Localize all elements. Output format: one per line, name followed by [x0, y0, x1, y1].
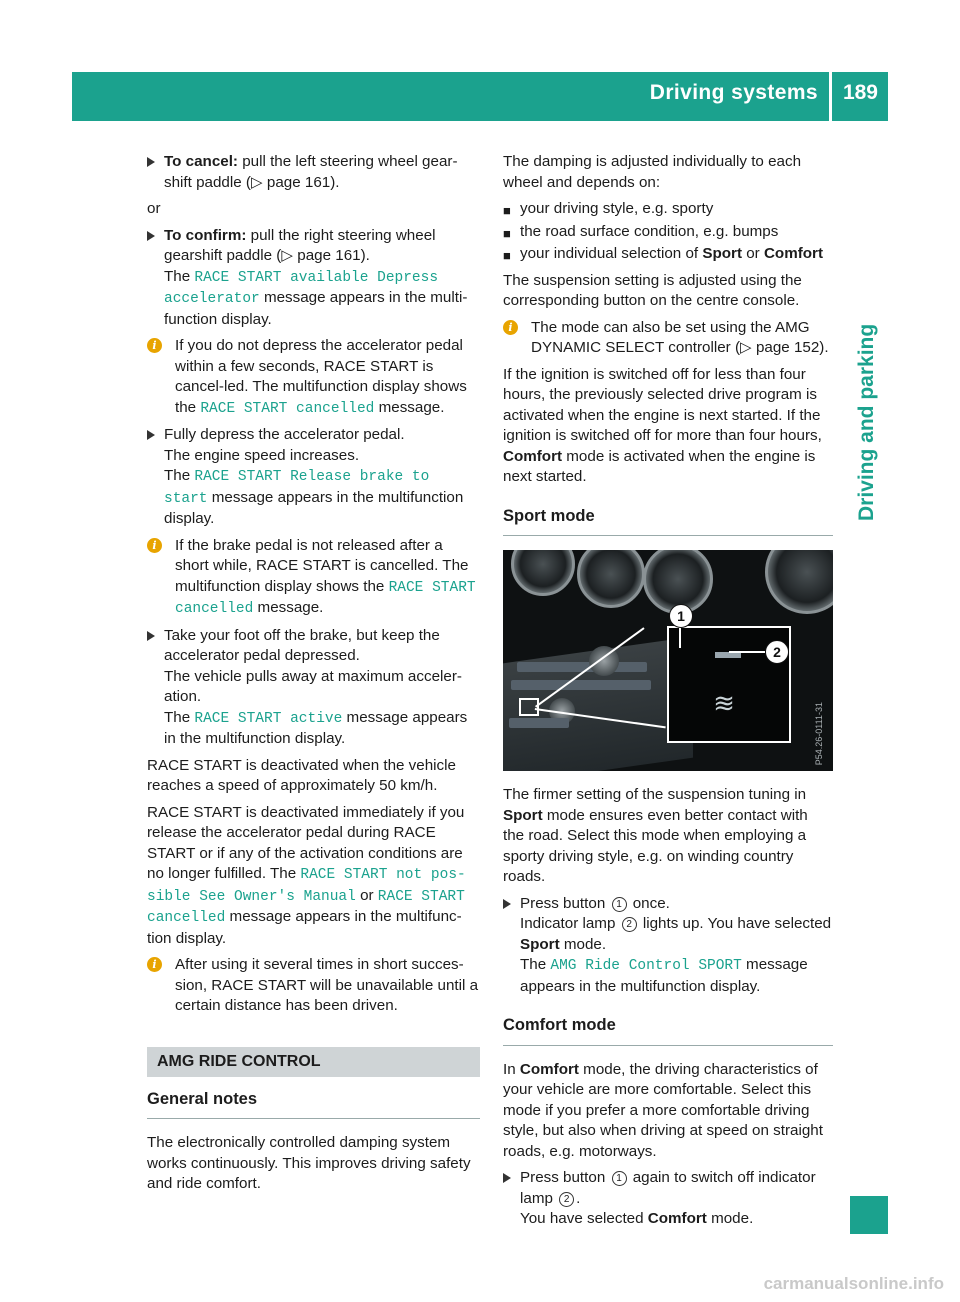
step-press-once — [503, 894, 833, 998]
watermark: carmanualsonline.info — [763, 1273, 944, 1293]
page-ref[interactable]: page 161). — [293, 247, 370, 264]
paragraph — [503, 365, 833, 488]
subheading: Sport mode — [503, 506, 833, 537]
air-vent — [765, 550, 833, 614]
step-text: The — [164, 467, 195, 484]
callout-line — [729, 651, 765, 653]
header-divider — [829, 72, 832, 121]
number-badge: 2 — [559, 1192, 574, 1207]
step-bold: Sport — [520, 935, 560, 953]
display-message: RACE START cancelled — [175, 579, 476, 617]
step-text: mode. — [559, 935, 607, 953]
step-arrow-icon — [147, 631, 155, 641]
paragraph-text: The firmer setting of the suspension tuning in — [503, 786, 807, 803]
bullet-icon: ■ — [503, 225, 511, 241]
display-message: RACE START cancelled — [200, 400, 375, 417]
step-text: lights up. You have selected — [638, 915, 832, 932]
step-text: The vehicle pulls away at maximum acceler-ation. — [164, 667, 462, 705]
page-ref-icon: ▷ — [740, 339, 752, 356]
paragraph-text: message appears in the multifunc-tion display. — [147, 908, 462, 947]
paragraph-bold: Sport — [503, 806, 543, 824]
air-vent — [511, 550, 575, 596]
callout-1: 1 — [669, 604, 693, 628]
info-note — [503, 318, 833, 359]
header-title: Driving systems — [649, 81, 818, 104]
step-bold: To confirm: — [164, 226, 247, 244]
step-press-again — [503, 1168, 833, 1230]
centre-console-photo — [503, 550, 833, 771]
list-item-bold: Sport — [702, 245, 743, 262]
bullet-icon: ■ — [503, 248, 511, 263]
subheading: General notes — [147, 1089, 480, 1120]
number-badge: 1 — [612, 1171, 627, 1186]
side-tab-marker — [850, 1196, 888, 1234]
step-text: mode. — [706, 1210, 754, 1227]
display-message: RACE START Release brake to start — [164, 469, 430, 507]
number-badge: 2 — [622, 917, 637, 932]
side-tab — [850, 121, 888, 521]
info-text: message. — [253, 599, 324, 616]
step-arrow-icon — [503, 899, 511, 909]
step-arrow-icon — [503, 1173, 511, 1183]
info-icon: i — [147, 957, 162, 972]
step-text: The — [164, 267, 195, 285]
header-bar — [72, 72, 888, 121]
step-arrow-icon — [147, 430, 155, 440]
step-text: pull the left steering wheel gear-shift paddle ( — [164, 153, 458, 191]
step-depress — [147, 425, 480, 530]
right-column — [503, 152, 833, 1236]
paragraph-bold: Comfort — [519, 1060, 579, 1078]
paragraph — [147, 803, 480, 950]
bullet-icon: ■ — [503, 203, 511, 218]
or-text: or — [147, 200, 161, 217]
list-item-text: your individual selection of — [520, 245, 703, 262]
info-note — [147, 536, 480, 620]
step-bold: To cancel: — [164, 153, 238, 170]
info-icon: i — [147, 538, 162, 553]
callout-line — [679, 628, 681, 648]
list-item-text: the road surface condition, e.g. bumps — [520, 222, 779, 240]
display-message: RACE START not pos-sible See Owner's Manual — [147, 867, 466, 905]
info-text: If the brake pedal is not released after a short while, RACE START is cancelled. The multifunction display shows the — [175, 536, 469, 595]
step-cancel — [147, 152, 480, 193]
list-item-text: your driving style, e.g. sporty — [520, 200, 714, 217]
step-text: You have selected — [520, 1210, 648, 1227]
page-ref-icon: ▷ — [250, 173, 263, 191]
paragraph-text: In — [503, 1060, 520, 1078]
paragraph-text: or — [355, 886, 378, 904]
paragraph — [503, 785, 833, 888]
info-icon: i — [503, 320, 518, 335]
step-text: The — [164, 708, 195, 726]
air-vent — [577, 550, 645, 608]
paragraph-text: If the ignition is switched off for less than four hours, the previously selected drive program is activated when the engine is next started. If the ignition is switched off for more than four hours, — [503, 365, 822, 444]
info-text: The mode can also be set using the AMG DYNAMIC SELECT controller ( — [531, 318, 810, 356]
list-item — [503, 199, 833, 220]
paragraph: The electronically controlled damping system works continuously. This improves driving safety and ride comfort. — [147, 1134, 471, 1192]
list-item-text: or — [742, 245, 764, 262]
section-title: AMG RIDE CONTROL — [157, 1052, 321, 1070]
number-badge: 1 — [612, 897, 627, 912]
callout-2: 2 — [765, 640, 789, 664]
step-text: . — [576, 1189, 581, 1207]
left-column — [147, 152, 480, 1201]
paragraph: The suspension setting is adjusted using the corresponding button on the centre console. — [503, 271, 802, 309]
step-text: Fully depress the accelerator pedal. — [164, 426, 405, 443]
figure-code: P54.26-0111-31 — [813, 701, 824, 765]
page-ref-icon: ▷ — [281, 247, 294, 264]
display-message: RACE START cancelled — [147, 888, 465, 926]
paragraph-text: mode, the driving characteristics of your vehicle are more comfortable. Select this mode if you prefer a more comfortable driving style, but also when driving at speed on straight roads, e.g. motorways. — [503, 1060, 823, 1160]
paragraph: The damping is adjusted individually to each wheel and depends on: — [503, 153, 802, 191]
step-text: message appears in the multifunction display. — [164, 488, 464, 527]
button-row — [509, 718, 569, 728]
paragraph-text: RACE START is deactivated immediately if you release the accelerator pedal during RACE START or if any of the activation conditions are no longer fulfilled. The — [147, 803, 465, 882]
paragraph-text: mode is activated when the engine is next started. — [503, 447, 816, 485]
page-number: 189 — [842, 81, 878, 104]
step-arrow-icon — [147, 231, 155, 241]
section-heading — [147, 1047, 480, 1077]
paragraph — [503, 1060, 833, 1163]
step-confirm — [147, 226, 480, 331]
info-icon: i — [147, 338, 162, 353]
step-bold: Comfort — [647, 1210, 707, 1227]
paragraph-bold: Comfort — [503, 447, 563, 465]
step-text: Take your foot off the brake, but keep the accelerator pedal depressed. — [164, 626, 440, 664]
step-arrow-icon — [147, 157, 155, 167]
step-text: message appears in the multifunction display. — [520, 956, 808, 995]
step-text: The engine speed increases. — [164, 446, 360, 464]
step-text: Press button — [520, 894, 610, 912]
step-text: Press button — [520, 1169, 610, 1186]
list-item-bold: Comfort — [763, 245, 824, 262]
step-foot-off — [147, 626, 480, 750]
paragraph: RACE START is deactivated when the vehicle reaches a speed of approximately 50 km/h. — [147, 756, 456, 794]
step-text: message appears in the multi-function display. — [164, 289, 468, 328]
info-text: message. — [374, 398, 445, 416]
display-message: RACE START active — [194, 710, 343, 727]
button-row — [511, 680, 651, 690]
step-text: once. — [628, 894, 670, 912]
suspension-icon: ≋ — [713, 688, 735, 718]
display-message: AMG Ride Control SPORT — [550, 958, 742, 974]
step-text: The — [520, 956, 551, 973]
subheading: Comfort mode — [503, 1015, 833, 1046]
step-text: message appears in the multifunction display. — [164, 708, 468, 747]
step-text: pull the right steering wheel gearshift paddle ( — [164, 226, 436, 264]
step-text: Indicator lamp — [520, 915, 620, 932]
step-text: again to switch off indicator lamp — [520, 1169, 816, 1207]
info-note — [147, 336, 480, 419]
info-note — [147, 955, 480, 1017]
list-item — [503, 222, 833, 243]
page-ref[interactable]: page 152). — [751, 339, 829, 356]
list-item — [503, 244, 833, 265]
info-text: After using it several times in short succes-sion, RACE START will be unavailable until a certain distance has been driven. — [175, 956, 479, 1014]
page-ref[interactable]: page 161). — [262, 173, 340, 191]
side-tab-label: Driving and parking — [855, 323, 878, 521]
display-message: RACE START available Depress accelerator — [164, 269, 439, 307]
paragraph-text: mode ensures even better contact with the road. Select this mode when employing a sporty driving style, e.g. on winding country roads. — [503, 806, 808, 885]
info-text: If you do not depress the accelerator pedal within a few seconds, RACE START is cancel-led. The multifunction display shows the — [175, 337, 467, 416]
